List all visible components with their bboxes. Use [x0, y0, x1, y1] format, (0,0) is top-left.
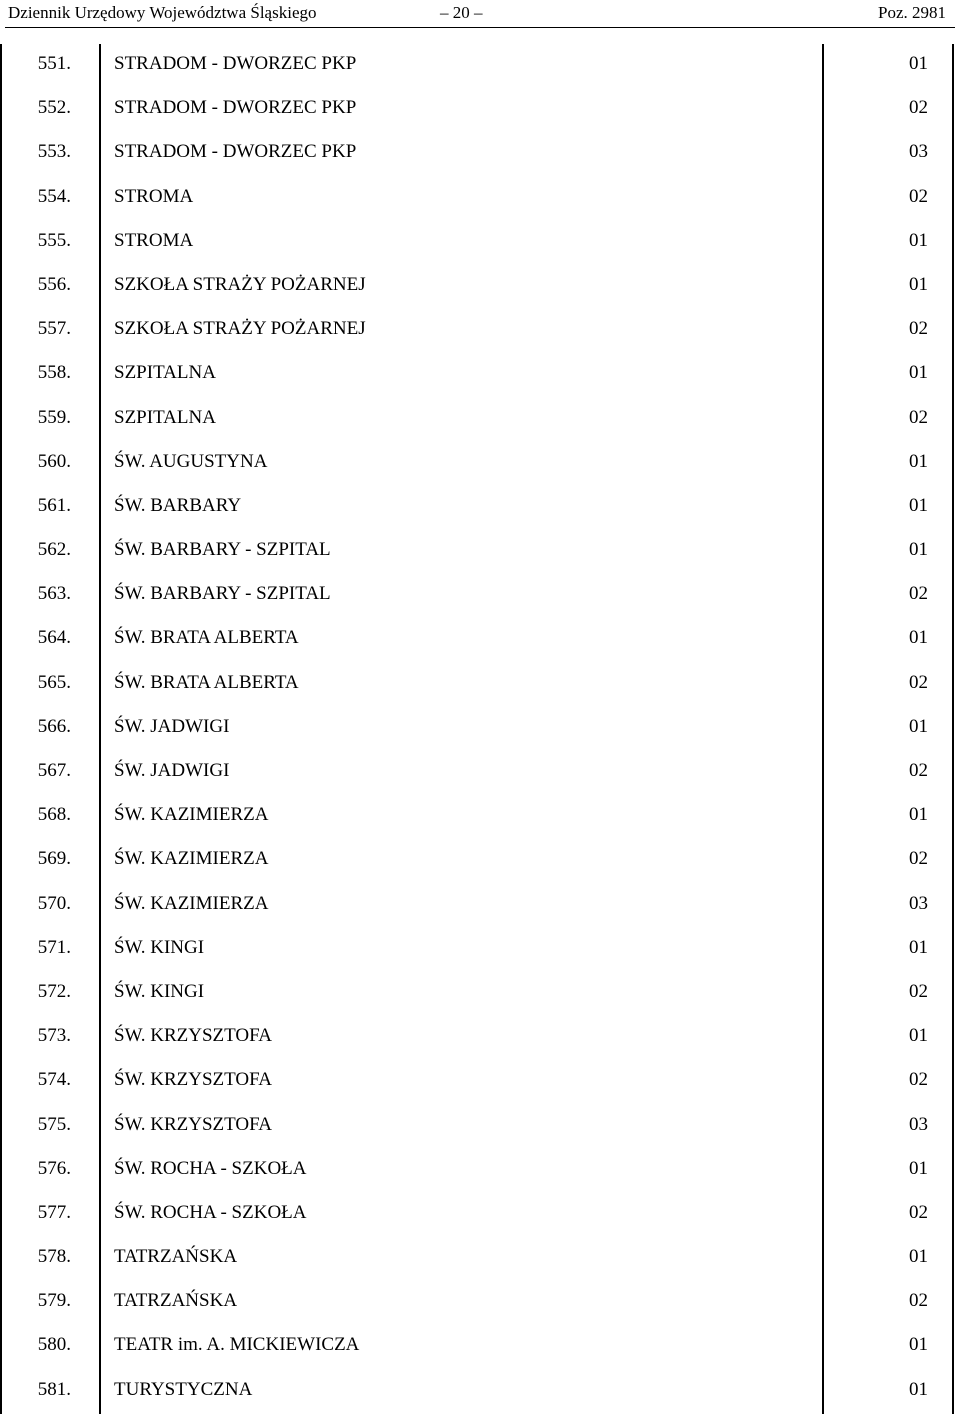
stop-name: ŚW. KINGI	[114, 980, 205, 1002]
stop-name: ŚW. KRZYSZTOFA	[114, 1113, 273, 1135]
stop-code: 03	[822, 1105, 954, 1149]
stop-code: 02	[822, 839, 954, 883]
table-row	[0, 1105, 960, 1149]
table-row	[0, 618, 960, 662]
row-number: 559.	[0, 398, 101, 442]
stop-name: SZKOŁA STRAŻY POŻARNEJ	[114, 273, 366, 295]
table-row	[0, 221, 960, 265]
stop-code: 03	[822, 884, 954, 928]
row-number: 572.	[0, 972, 101, 1016]
row-number: 562.	[0, 530, 101, 574]
stop-code: 01	[822, 707, 954, 751]
row-number: 574.	[0, 1060, 101, 1104]
table-row	[0, 751, 960, 795]
stop-name: ŚW. KAZIMIERZA	[114, 892, 269, 914]
stop-code: 02	[822, 751, 954, 795]
stop-name: ŚW. ROCHA - SZKOŁA	[114, 1201, 307, 1223]
header-divider	[5, 27, 955, 28]
row-number: 555.	[0, 221, 101, 265]
table-row	[0, 972, 960, 1016]
row-number: 571.	[0, 928, 101, 972]
stop-name: ŚW. KRZYSZTOFA	[114, 1025, 273, 1047]
stops-table	[0, 44, 960, 1414]
stop-code: 03	[822, 132, 954, 176]
journal-title: Dziennik Urzędowy Województwa Śląskiego	[8, 3, 317, 22]
row-number: 579.	[0, 1281, 101, 1325]
row-number: 561.	[0, 486, 101, 530]
row-number: 565.	[0, 663, 101, 707]
table-row	[0, 486, 960, 530]
stop-name: STRADOM - DWORZEC PKP	[114, 53, 357, 74]
page-number: – 20 –	[440, 3, 483, 22]
row-number: 578.	[0, 1237, 101, 1281]
stop-code: 01	[822, 265, 954, 309]
stop-code: 02	[822, 663, 954, 707]
row-number: 581.	[0, 1370, 101, 1414]
row-number: 566.	[0, 707, 101, 751]
table-row	[0, 398, 960, 442]
stop-name: ŚW. JADWIGI	[114, 715, 230, 737]
stop-name: TURYSTYCZNA	[114, 1378, 253, 1400]
table-row	[0, 928, 960, 972]
row-number: 560.	[0, 442, 101, 486]
stop-name: ŚW. KRZYSZTOFA	[114, 1069, 273, 1091]
table-row	[0, 574, 960, 618]
stop-code: 02	[822, 1193, 954, 1237]
row-number: 558.	[0, 353, 101, 397]
stop-code: 01	[822, 795, 954, 839]
table-row	[0, 1193, 960, 1237]
table-row	[0, 1237, 960, 1281]
page-header	[0, 0, 960, 30]
position-number: Poz. 2981	[878, 3, 946, 22]
table-row	[0, 132, 960, 176]
stop-code: 01	[822, 486, 954, 530]
stop-name: ŚW. KAZIMIERZA	[114, 804, 269, 826]
stop-name: ŚW. BRATA ALBERTA	[114, 627, 299, 649]
table-row	[0, 1149, 960, 1193]
stop-code: 01	[822, 221, 954, 265]
stop-name: SZKOŁA STRAŻY POŻARNEJ	[114, 318, 366, 340]
table-row	[0, 795, 960, 839]
row-number: 569.	[0, 839, 101, 883]
stop-code: 01	[822, 1149, 954, 1193]
stop-code: 01	[822, 530, 954, 574]
row-number: 557.	[0, 309, 101, 353]
stop-name: TATRZAŃSKA	[114, 1246, 238, 1268]
row-number: 556.	[0, 265, 101, 309]
row-number: 554.	[0, 177, 101, 221]
row-number: 567.	[0, 751, 101, 795]
stop-name: ŚW. ROCHA - SZKOŁA	[114, 1157, 307, 1179]
stop-code: 01	[822, 353, 954, 397]
row-number: 577.	[0, 1193, 101, 1237]
table-row	[0, 442, 960, 486]
stop-code: 01	[822, 1325, 954, 1369]
table-row	[0, 1325, 960, 1369]
stop-name: TEATR im. A. MICKIEWICZA	[114, 1334, 360, 1356]
stop-code: 02	[822, 972, 954, 1016]
table-row	[0, 1370, 960, 1414]
table-row	[0, 663, 960, 707]
row-number: 570.	[0, 884, 101, 928]
row-number: 551.	[0, 44, 101, 88]
stop-name: ŚW. AUGUSTYNA	[114, 450, 268, 472]
row-number: 575.	[0, 1105, 101, 1149]
stop-code: 01	[822, 1016, 954, 1060]
stop-name: ŚW. JADWIGI	[114, 760, 230, 781]
stop-code: 02	[822, 398, 954, 442]
table-row	[0, 88, 960, 132]
table-row	[0, 839, 960, 883]
stop-name: ŚW. BRATA ALBERTA	[114, 671, 299, 693]
row-number: 552.	[0, 88, 101, 132]
row-number: 563.	[0, 574, 101, 618]
row-number: 576.	[0, 1149, 101, 1193]
table-row	[0, 1281, 960, 1325]
table-row	[0, 353, 960, 397]
stop-name: STRADOM - DWORZEC PKP	[114, 97, 357, 119]
row-number: 564.	[0, 618, 101, 662]
stop-name: STRADOM - DWORZEC PKP	[114, 141, 357, 163]
table-row	[0, 530, 960, 574]
stop-code: 01	[822, 442, 954, 486]
stop-name: SZPITALNA	[114, 362, 216, 384]
stop-name: TATRZAŃSKA	[114, 1290, 238, 1312]
stop-name: ŚW. BARBARY	[114, 494, 242, 516]
stop-name: ŚW. KAZIMIERZA	[114, 848, 269, 870]
stop-code: 01	[822, 618, 954, 662]
stop-name: SZPITALNA	[114, 406, 216, 428]
stop-code: 02	[822, 177, 954, 221]
stop-code: 02	[822, 1060, 954, 1104]
row-number: 580.	[0, 1325, 101, 1369]
table-row	[0, 1016, 960, 1060]
table-row	[0, 177, 960, 221]
table-row	[0, 1060, 960, 1104]
stop-code: 01	[822, 1237, 954, 1281]
table-row	[0, 309, 960, 353]
stop-code: 02	[822, 309, 954, 353]
stop-name: ŚW. BARBARY - SZPITAL	[114, 583, 331, 605]
stop-name: STROMA	[114, 185, 194, 207]
stop-name: ŚW. KINGI	[114, 936, 205, 958]
row-number: 573.	[0, 1016, 101, 1060]
table-row	[0, 44, 960, 88]
table-row	[0, 707, 960, 751]
stop-code: 01	[822, 928, 954, 972]
stop-code: 01	[822, 1370, 954, 1414]
row-number: 553.	[0, 132, 101, 176]
stop-name: ŚW. BARBARY - SZPITAL	[114, 539, 331, 561]
stop-code: 02	[822, 88, 954, 132]
stop-code: 02	[822, 574, 954, 618]
stop-name: STROMA	[114, 229, 194, 251]
table-row	[0, 884, 960, 928]
row-number: 568.	[0, 795, 101, 839]
table-row	[0, 265, 960, 309]
stop-code: 01	[822, 44, 954, 88]
stop-code: 02	[822, 1281, 954, 1325]
